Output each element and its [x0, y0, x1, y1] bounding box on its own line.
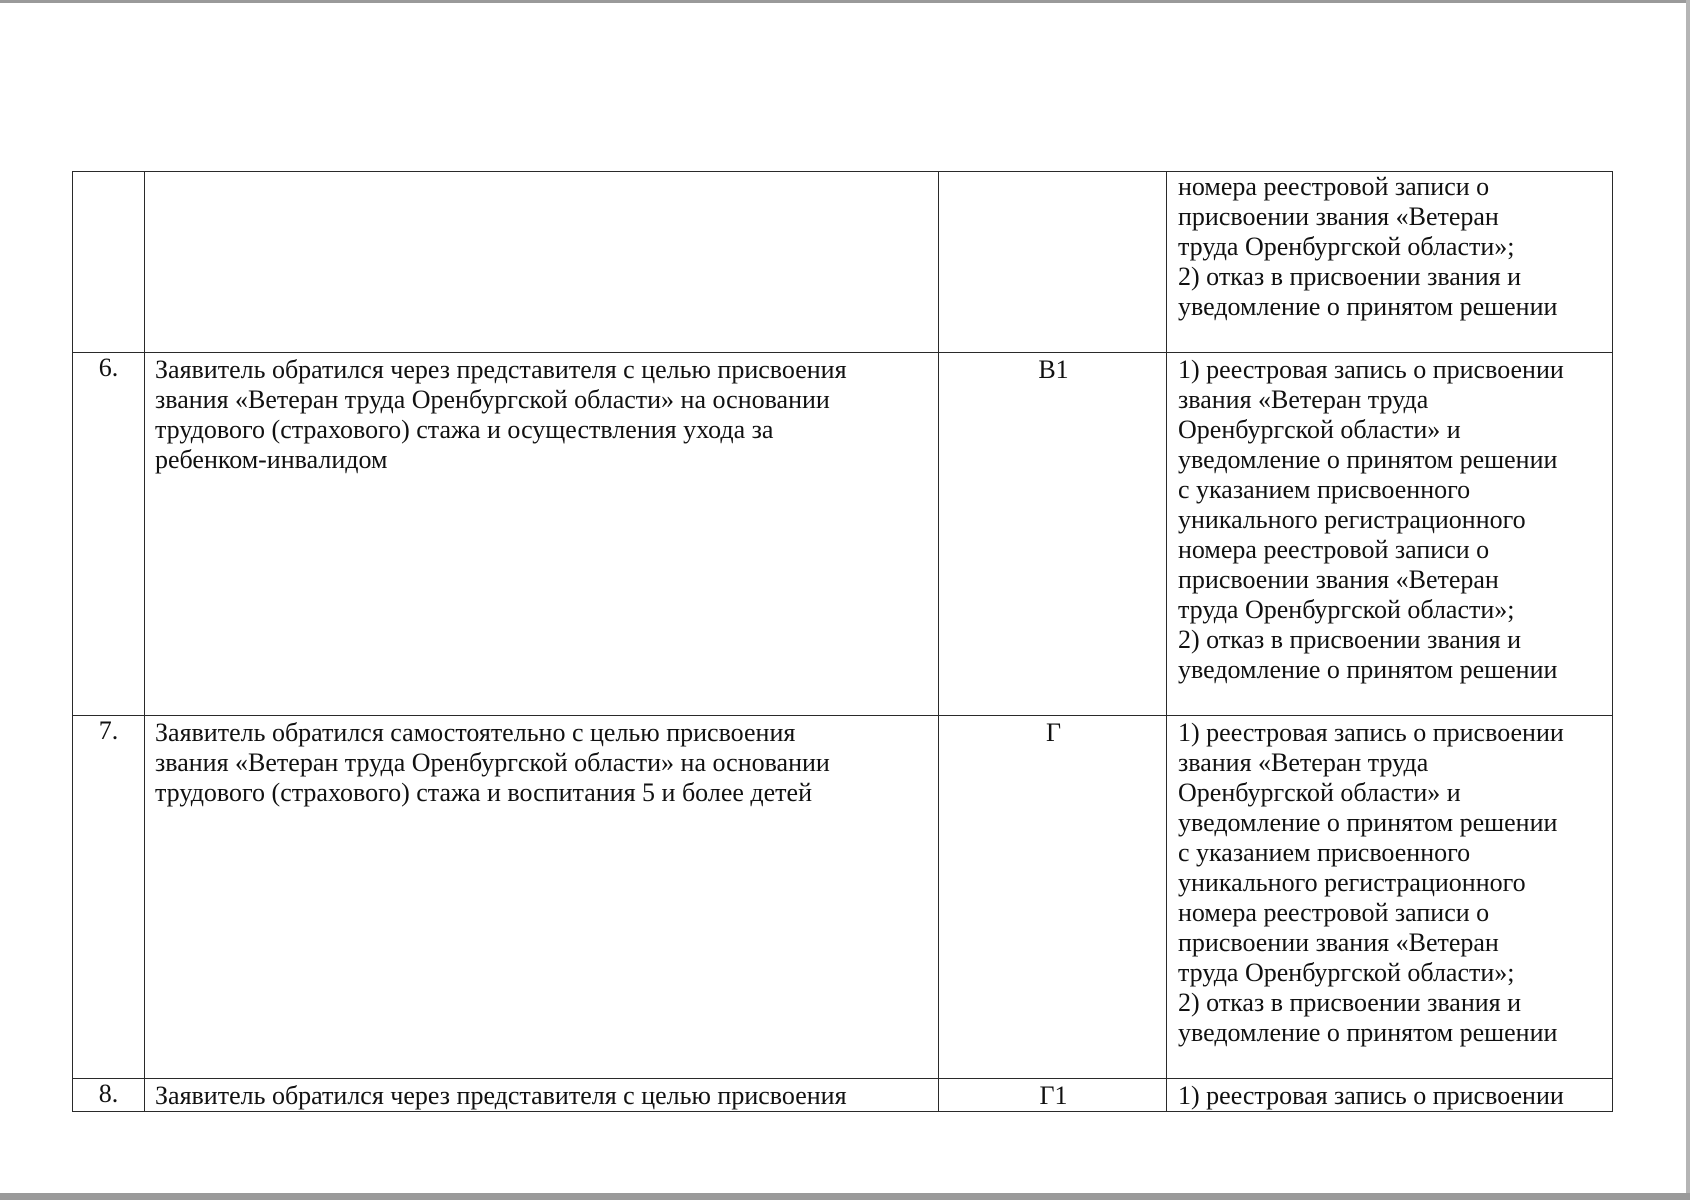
scan-edge-top — [0, 0, 1690, 3]
table-row — [73, 353, 1613, 716]
row-result: 1) реестровая запись о присвоении звания «Ветеран труда Оренбургской области» и уведомление о принятом решении с указанием присвоенного уникального регистрационного номера реестровой записи о присвоении звания «Ветеран труда Оренбургской области»; 2) отказ в присвоении звания и уведомление о принятом решении — [1167, 716, 1613, 1079]
row-result: номера реестровой записи о присвоении звания «Ветеран труда Оренбургской области»; 2) отказ в присвоении звания и уведомление о принятом решении — [1167, 172, 1613, 353]
scan-edge-bottom — [0, 1193, 1690, 1200]
table-row — [73, 1079, 1613, 1112]
row-number — [73, 172, 145, 353]
row-code: Г1 — [939, 1079, 1167, 1112]
row-result: 1) реестровая запись о присвоении звания «Ветеран труда Оренбургской области» и уведомление о принятом решении с указанием присвоенного уникального регистрационного номера реестровой записи о присвоении звания «Ветеран труда Оренбургской области»; 2) отказ в присвоении звания и уведомление о принятом решении — [1167, 353, 1613, 716]
row-number: 7. — [73, 716, 145, 1079]
row-code: Г — [939, 716, 1167, 1079]
row-code: В1 — [939, 353, 1167, 716]
row-description — [145, 172, 939, 353]
row-description: Заявитель обратился самостоятельно с целью присвоения звания «Ветеран труда Оренбургской области» на основании трудового (страхового) стажа и воспитания 5 и более детей — [145, 716, 939, 1079]
row-number: 8. — [73, 1079, 145, 1112]
table-row — [73, 172, 1613, 353]
row-description: Заявитель обратился через представителя с целью присвоения — [145, 1079, 939, 1112]
table-row — [73, 716, 1613, 1079]
scan-edge-right — [1686, 0, 1690, 1200]
row-description: Заявитель обратился через представителя с целью присвоения звания «Ветеран труда Оренбургской области» на основании трудового (страхового) стажа и осуществления ухода за ребенком-инвалидом — [145, 353, 939, 716]
row-result: 1) реестровая запись о присвоении — [1167, 1079, 1613, 1112]
variants-table — [72, 171, 1613, 1112]
row-code — [939, 172, 1167, 353]
row-number: 6. — [73, 353, 145, 716]
